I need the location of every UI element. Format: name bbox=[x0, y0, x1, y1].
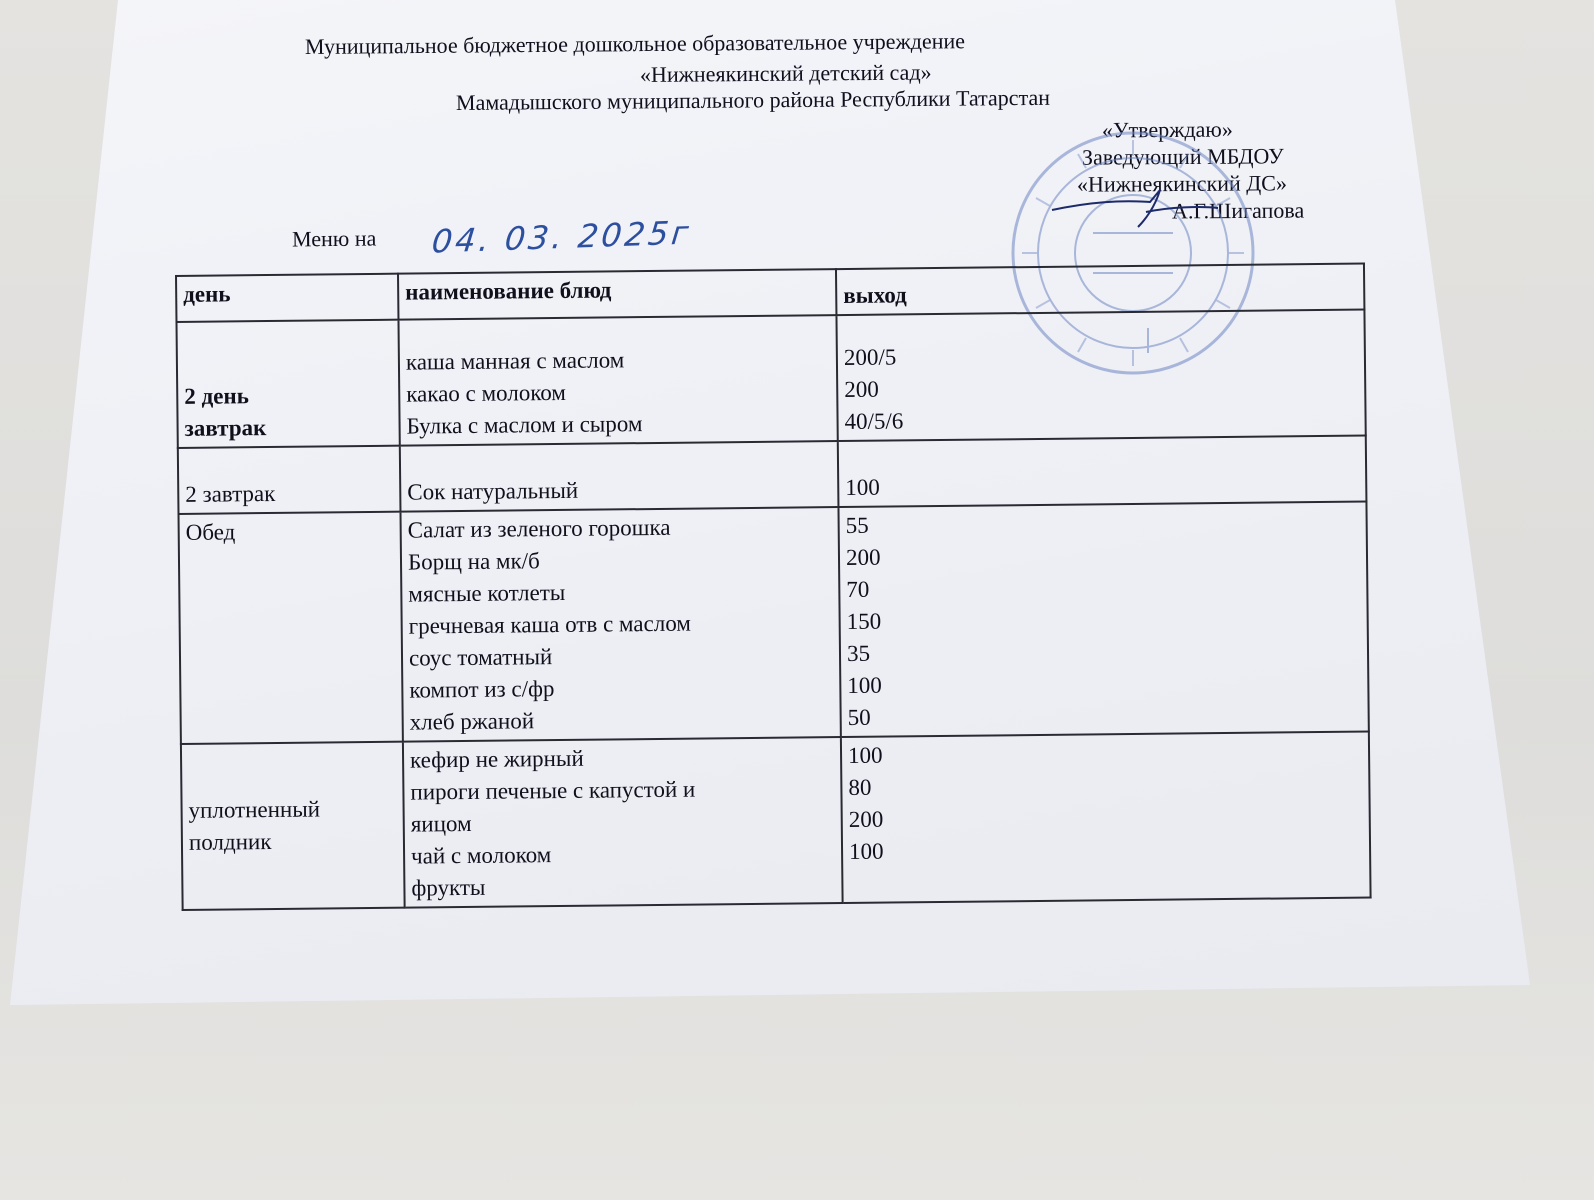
header-district: Мамадышского муниципального района Республики Татарстан bbox=[455, 84, 1051, 115]
table-row bbox=[178, 436, 1367, 514]
dish-item: фрукты bbox=[411, 874, 486, 901]
yield-value: 100 bbox=[847, 672, 882, 698]
yield-value: 200 bbox=[848, 806, 884, 832]
yield-value: 70 bbox=[846, 576, 870, 602]
dish-item: гречневая каша отв с маслом bbox=[408, 610, 691, 639]
header-day: день bbox=[176, 274, 398, 322]
menu-table-wrap bbox=[175, 263, 1372, 911]
yield-value: 200 bbox=[845, 544, 881, 570]
yield-value: 80 bbox=[848, 774, 872, 800]
yield-value: 200/5 bbox=[843, 344, 897, 370]
header-kindergarten: «Нижнеякинский детский сад» bbox=[639, 59, 932, 87]
approval-org: «Нижнеякинский ДС» bbox=[1076, 170, 1288, 197]
dish-item: пироги печеные с капустой и bbox=[410, 776, 696, 805]
dish-item: кефир не жирный bbox=[409, 745, 584, 773]
yield-value: 100 bbox=[847, 742, 883, 768]
day-line: 2 день bbox=[184, 383, 249, 409]
row-yields bbox=[836, 310, 1365, 442]
table-row bbox=[179, 502, 1369, 744]
dish-item: чай с молоком bbox=[410, 842, 552, 869]
yield-value: 150 bbox=[846, 608, 882, 634]
day-line: уплотненный bbox=[188, 796, 321, 823]
yield-value: 100 bbox=[848, 838, 884, 864]
row-yields bbox=[838, 502, 1368, 738]
row-day bbox=[178, 446, 401, 514]
row-dishes bbox=[403, 737, 843, 908]
dish-item: какао с молоком bbox=[406, 379, 567, 407]
table-row bbox=[176, 310, 1365, 448]
day-line: полдник bbox=[188, 829, 272, 855]
dish-item: яицом bbox=[410, 810, 472, 837]
dish-item: Сок натуральный bbox=[407, 477, 579, 505]
row-day bbox=[176, 320, 399, 448]
dish-item: мясные котлеты bbox=[408, 579, 566, 607]
row-day bbox=[181, 742, 405, 910]
yield-value: 50 bbox=[847, 704, 871, 730]
dish-item: Булка с маслом и сыром bbox=[406, 411, 643, 439]
row-dishes bbox=[398, 315, 837, 446]
yield-value: 100 bbox=[845, 474, 880, 500]
row-yields bbox=[838, 436, 1367, 508]
day-line: завтрак bbox=[184, 415, 267, 441]
yield-value: 40/5/6 bbox=[844, 408, 904, 434]
row-dishes bbox=[400, 507, 840, 742]
dish-item: компот из с/фр bbox=[409, 676, 555, 703]
yield-value: 55 bbox=[845, 512, 869, 538]
day-line: 2 завтрак bbox=[185, 480, 276, 507]
dish-item: соус томатный bbox=[408, 644, 553, 671]
table-row bbox=[181, 732, 1371, 910]
dish-item: хлеб ржаной bbox=[409, 708, 535, 735]
header-dishes: наименование блюд bbox=[398, 269, 836, 320]
header-institution: Муниципальное бюджетное дошкольное образовательное учреждение bbox=[304, 28, 966, 59]
dish-item: Салат из зеленого горошка bbox=[407, 514, 671, 543]
header-yield: выход bbox=[836, 264, 1364, 316]
row-yields bbox=[841, 732, 1371, 904]
menu-label: Меню на bbox=[291, 225, 377, 252]
approval-name: А.Г.Шигапова bbox=[1171, 197, 1305, 224]
menu-date-handwritten: 04. 03. 2025г bbox=[430, 213, 694, 261]
row-day bbox=[179, 512, 403, 744]
signature bbox=[1050, 182, 1220, 242]
menu-table bbox=[175, 263, 1372, 911]
yield-value: 35 bbox=[846, 640, 871, 666]
approval-position: Заведующий МБДОУ bbox=[1081, 143, 1284, 170]
dish-item: Борщ на мк/б bbox=[407, 548, 540, 575]
yield-value: 200 bbox=[844, 376, 879, 402]
dish-item: каша манная с маслом bbox=[405, 347, 625, 375]
approval-title: «Утверждаю» bbox=[1101, 116, 1233, 143]
day-line: Обед bbox=[185, 519, 236, 545]
row-dishes bbox=[400, 441, 839, 512]
